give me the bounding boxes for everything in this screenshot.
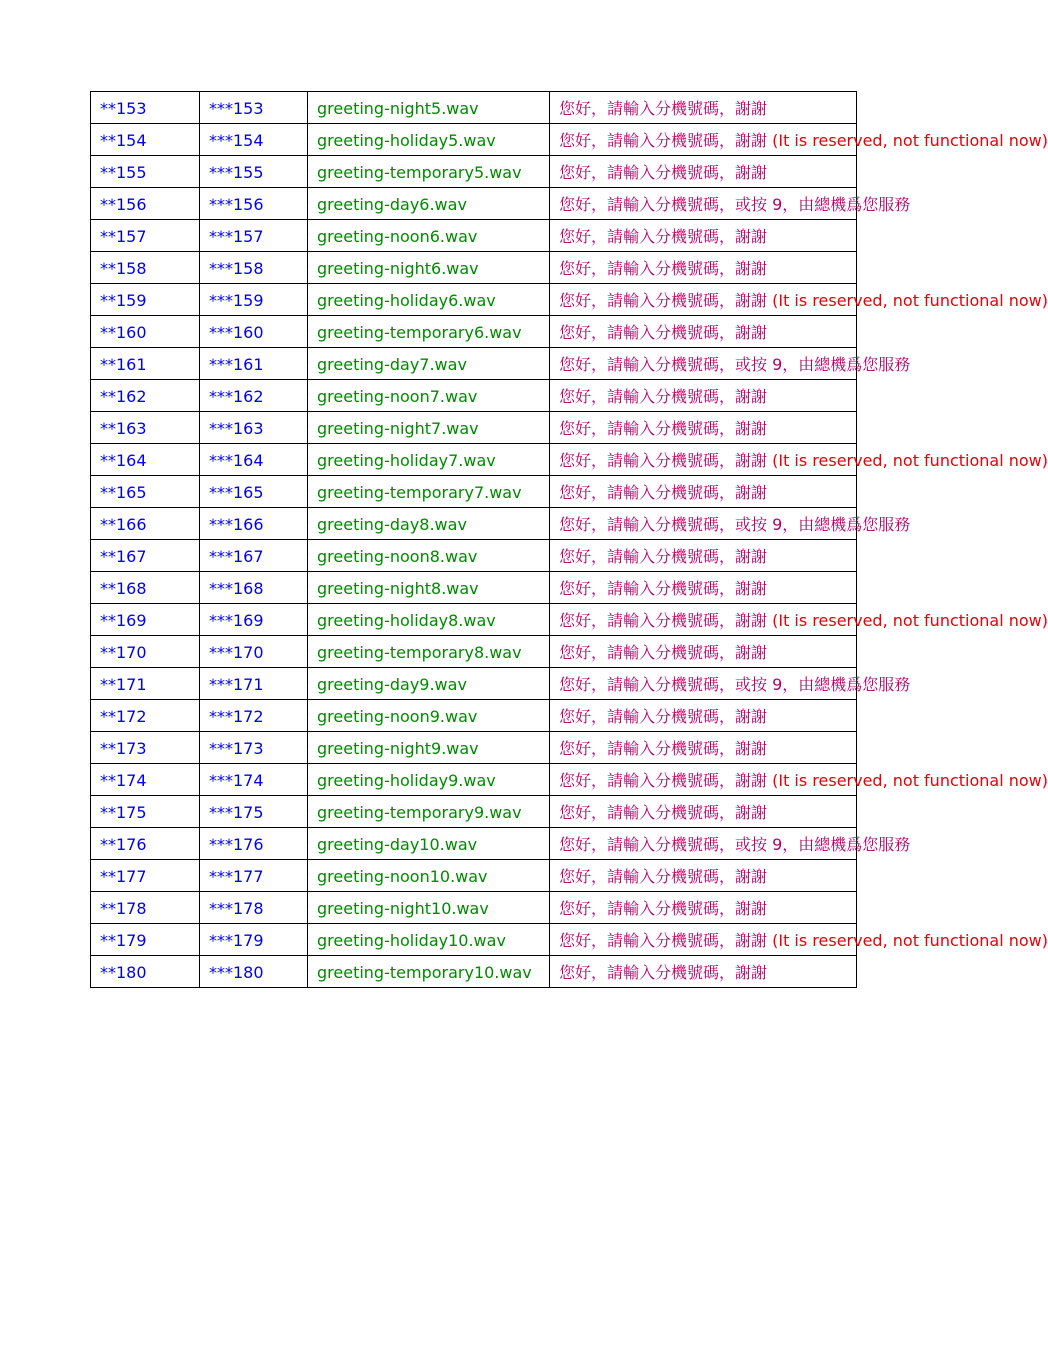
star-code-cell: **161 — [91, 348, 200, 380]
triple-star-code-cell: ***163 — [200, 412, 308, 444]
greeting-chinese-text: 您好，請輸入分機號碼，或按 9，由總機爲您服務 — [559, 675, 911, 694]
triple-star-code-cell: ***154 — [200, 124, 308, 156]
wav-filename-cell: greeting-day9.wav — [308, 668, 550, 700]
triple-star-code-cell: ***171 — [200, 668, 308, 700]
wav-filename-cell: greeting-holiday6.wav — [308, 284, 550, 316]
table-row — [91, 476, 857, 508]
triple-star-code-cell: ***155 — [200, 156, 308, 188]
wav-filename-cell: greeting-temporary7.wav — [308, 476, 550, 508]
wav-filename-cell: greeting-day7.wav — [308, 348, 550, 380]
table-row — [91, 956, 857, 988]
table-row — [91, 188, 857, 220]
wav-filename-cell: greeting-holiday9.wav — [308, 764, 550, 796]
star-code-cell: **155 — [91, 156, 200, 188]
table-row — [91, 924, 857, 956]
star-code-cell: **171 — [91, 668, 200, 700]
greeting-chinese-text: 您好，請輸入分機號碼，謝謝 — [559, 291, 768, 310]
table-row — [91, 284, 857, 316]
wav-filename-cell: greeting-holiday7.wav — [308, 444, 550, 476]
table-row — [91, 604, 857, 636]
greeting-chinese-text: 您好，請輸入分機號碼，謝謝 — [559, 963, 768, 982]
greeting-chinese-text: 您好，請輸入分機號碼，謝謝 — [559, 739, 768, 758]
greeting-text-cell — [550, 348, 911, 380]
wav-filename-cell: greeting-noon6.wav — [308, 220, 550, 252]
triple-star-code-cell: ***166 — [200, 508, 308, 540]
wav-filename-cell: greeting-day8.wav — [308, 508, 550, 540]
greeting-text-cell — [550, 476, 857, 508]
triple-star-code-cell: ***158 — [200, 252, 308, 284]
wav-filename-cell: greeting-noon9.wav — [308, 700, 550, 732]
table-body — [91, 92, 1048, 988]
greeting-text-cell — [550, 380, 857, 412]
table-row — [91, 444, 857, 476]
table-row — [91, 700, 857, 732]
wav-filename-cell: greeting-night8.wav — [308, 572, 550, 604]
greeting-chinese-text: 您好，請輸入分機號碼，或按 9，由總機爲您服務 — [559, 835, 911, 854]
wav-filename-cell: greeting-holiday10.wav — [308, 924, 550, 956]
greeting-text-cell — [550, 892, 857, 924]
wav-filename-cell: greeting-temporary9.wav — [308, 796, 550, 828]
wav-filename-cell: greeting-temporary5.wav — [308, 156, 550, 188]
greeting-text-cell — [550, 444, 1048, 476]
greeting-text-cell — [550, 924, 1048, 956]
greeting-text-cell — [550, 124, 1048, 156]
greeting-text-cell — [550, 252, 857, 284]
greeting-text-cell — [550, 156, 857, 188]
table-row — [91, 316, 857, 348]
greeting-chinese-text: 您好，請輸入分機號碼，或按 9，由總機爲您服務 — [559, 195, 911, 214]
greeting-text-cell — [550, 764, 1048, 796]
table-row — [91, 92, 857, 124]
greeting-chinese-text: 您好，請輸入分機號碼，謝謝 — [559, 483, 768, 502]
greeting-text-cell — [550, 508, 911, 540]
greeting-chinese-text: 您好，請輸入分機號碼，謝謝 — [559, 643, 768, 662]
greeting-text-cell — [550, 732, 857, 764]
greeting-chinese-text: 您好，請輸入分機號碼，謝謝 — [559, 451, 768, 470]
star-code-cell: **168 — [91, 572, 200, 604]
greeting-chinese-text: 您好，請輸入分機號碼，謝謝 — [559, 771, 768, 790]
greeting-text-cell — [550, 796, 857, 828]
table-row — [91, 828, 857, 860]
greeting-chinese-text: 您好，請輸入分機號碼，謝謝 — [559, 547, 768, 566]
wav-filename-cell: greeting-night9.wav — [308, 732, 550, 764]
triple-star-code-cell: ***168 — [200, 572, 308, 604]
wav-filename-cell: greeting-noon7.wav — [308, 380, 550, 412]
table-row — [91, 540, 857, 572]
greeting-chinese-text: 您好，請輸入分機號碼，謝謝 — [559, 803, 768, 822]
triple-star-code-cell: ***178 — [200, 892, 308, 924]
greeting-english-note: (It is reserved, not functional now) — [767, 931, 1048, 950]
table-row — [91, 380, 857, 412]
triple-star-code-cell: ***172 — [200, 700, 308, 732]
wav-filename-cell: greeting-day10.wav — [308, 828, 550, 860]
triple-star-code-cell: ***160 — [200, 316, 308, 348]
table-row — [91, 220, 857, 252]
greeting-text-cell — [550, 636, 857, 668]
greeting-text-cell — [550, 412, 857, 444]
greeting-text-cell — [550, 860, 857, 892]
star-code-cell: **154 — [91, 124, 200, 156]
table-row — [91, 348, 857, 380]
star-code-cell: **162 — [91, 380, 200, 412]
star-code-cell: **169 — [91, 604, 200, 636]
wav-filename-cell: greeting-holiday5.wav — [308, 124, 550, 156]
greeting-chinese-text: 您好，請輸入分機號碼，謝謝 — [559, 419, 768, 438]
greeting-chinese-text: 您好，請輸入分機號碼，謝謝 — [559, 611, 768, 630]
greeting-english-note: (It is reserved, not functional now) — [767, 451, 1048, 470]
greeting-text-cell — [550, 700, 857, 732]
greeting-chinese-text: 您好，請輸入分機號碼，謝謝 — [559, 131, 768, 150]
star-code-cell: **170 — [91, 636, 200, 668]
triple-star-code-cell: ***176 — [200, 828, 308, 860]
triple-star-code-cell: ***179 — [200, 924, 308, 956]
triple-star-code-cell: ***165 — [200, 476, 308, 508]
triple-star-code-cell: ***177 — [200, 860, 308, 892]
table-row — [91, 860, 857, 892]
triple-star-code-cell: ***169 — [200, 604, 308, 636]
table-row — [91, 508, 857, 540]
greeting-chinese-text: 您好，請輸入分機號碼，謝謝 — [559, 323, 768, 342]
greeting-chinese-text: 您好，請輸入分機號碼，謝謝 — [559, 899, 768, 918]
greeting-chinese-text: 您好，請輸入分機號碼，或按 9，由總機爲您服務 — [559, 515, 911, 534]
table-row — [91, 796, 857, 828]
wav-filename-cell: greeting-temporary10.wav — [308, 956, 550, 988]
table-row — [91, 124, 857, 156]
greeting-english-note: (It is reserved, not functional now) — [767, 611, 1048, 630]
greeting-text-cell — [550, 828, 911, 860]
triple-star-code-cell: ***159 — [200, 284, 308, 316]
triple-star-code-cell: ***170 — [200, 636, 308, 668]
table-row — [91, 892, 857, 924]
star-code-cell: **159 — [91, 284, 200, 316]
triple-star-code-cell: ***161 — [200, 348, 308, 380]
star-code-cell: **164 — [91, 444, 200, 476]
greeting-text-cell — [550, 284, 1048, 316]
greeting-text-cell — [550, 188, 911, 220]
table-row — [91, 732, 857, 764]
star-code-cell: **163 — [91, 412, 200, 444]
greeting-chinese-text: 您好，請輸入分機號碼，謝謝 — [559, 579, 768, 598]
table-row — [91, 572, 857, 604]
greeting-chinese-text: 您好，請輸入分機號碼，謝謝 — [559, 259, 768, 278]
wav-filename-cell: greeting-night5.wav — [308, 92, 550, 124]
wav-filename-cell: greeting-day6.wav — [308, 188, 550, 220]
greeting-chinese-text: 您好，請輸入分機號碼，謝謝 — [559, 867, 768, 886]
wav-filename-cell: greeting-night7.wav — [308, 412, 550, 444]
triple-star-code-cell: ***167 — [200, 540, 308, 572]
wav-filename-cell: greeting-night6.wav — [308, 252, 550, 284]
star-code-cell: **156 — [91, 188, 200, 220]
star-code-cell: **173 — [91, 732, 200, 764]
greeting-english-note: (It is reserved, not functional now) — [767, 291, 1048, 310]
star-code-cell: **157 — [91, 220, 200, 252]
triple-star-code-cell: ***153 — [200, 92, 308, 124]
wav-filename-cell: greeting-noon8.wav — [308, 540, 550, 572]
star-code-cell: **167 — [91, 540, 200, 572]
triple-star-code-cell: ***173 — [200, 732, 308, 764]
greeting-text-cell — [550, 604, 1048, 636]
greeting-chinese-text: 您好，請輸入分機號碼，謝謝 — [559, 707, 768, 726]
wav-filename-cell: greeting-temporary6.wav — [308, 316, 550, 348]
greeting-chinese-text: 您好，請輸入分機號碼，謝謝 — [559, 387, 768, 406]
greeting-text-cell — [550, 668, 911, 700]
table-row — [91, 156, 857, 188]
greeting-text-cell — [550, 572, 857, 604]
star-code-cell: **178 — [91, 892, 200, 924]
greeting-text-cell — [550, 956, 857, 988]
triple-star-code-cell: ***156 — [200, 188, 308, 220]
table-row — [91, 764, 857, 796]
star-code-cell: **175 — [91, 796, 200, 828]
greeting-chinese-text: 您好，請輸入分機號碼，謝謝 — [559, 227, 768, 246]
star-code-cell: **179 — [91, 924, 200, 956]
triple-star-code-cell: ***174 — [200, 764, 308, 796]
greeting-english-note: (It is reserved, not functional now) — [767, 771, 1048, 790]
star-code-cell: **177 — [91, 860, 200, 892]
wav-filename-cell: greeting-night10.wav — [308, 892, 550, 924]
triple-star-code-cell: ***175 — [200, 796, 308, 828]
wav-filename-cell: greeting-temporary8.wav — [308, 636, 550, 668]
greeting-file-table — [90, 91, 1048, 988]
star-code-cell: **174 — [91, 764, 200, 796]
table-row — [91, 668, 857, 700]
star-code-cell: **160 — [91, 316, 200, 348]
triple-star-code-cell: ***162 — [200, 380, 308, 412]
greeting-text-cell — [550, 316, 857, 348]
greeting-chinese-text: 您好，請輸入分機號碼，或按 9，由總機爲您服務 — [559, 355, 911, 374]
star-code-cell: **166 — [91, 508, 200, 540]
star-code-cell: **172 — [91, 700, 200, 732]
greeting-english-note: (It is reserved, not functional now) — [767, 131, 1048, 150]
greeting-text-cell — [550, 540, 857, 572]
star-code-cell: **153 — [91, 92, 200, 124]
triple-star-code-cell: ***157 — [200, 220, 308, 252]
greeting-chinese-text: 您好，請輸入分機號碼，謝謝 — [559, 163, 768, 182]
star-code-cell: **180 — [91, 956, 200, 988]
greeting-chinese-text: 您好，請輸入分機號碼，謝謝 — [559, 931, 768, 950]
star-code-cell: **165 — [91, 476, 200, 508]
greeting-text-cell — [550, 220, 857, 252]
greeting-text-cell — [550, 92, 857, 124]
table-row — [91, 636, 857, 668]
triple-star-code-cell: ***180 — [200, 956, 308, 988]
greeting-chinese-text: 您好，請輸入分機號碼，謝謝 — [559, 99, 768, 118]
star-code-cell: **176 — [91, 828, 200, 860]
star-code-cell: **158 — [91, 252, 200, 284]
table-row — [91, 412, 857, 444]
triple-star-code-cell: ***164 — [200, 444, 308, 476]
wav-filename-cell: greeting-noon10.wav — [308, 860, 550, 892]
table-row — [91, 252, 857, 284]
wav-filename-cell: greeting-holiday8.wav — [308, 604, 550, 636]
